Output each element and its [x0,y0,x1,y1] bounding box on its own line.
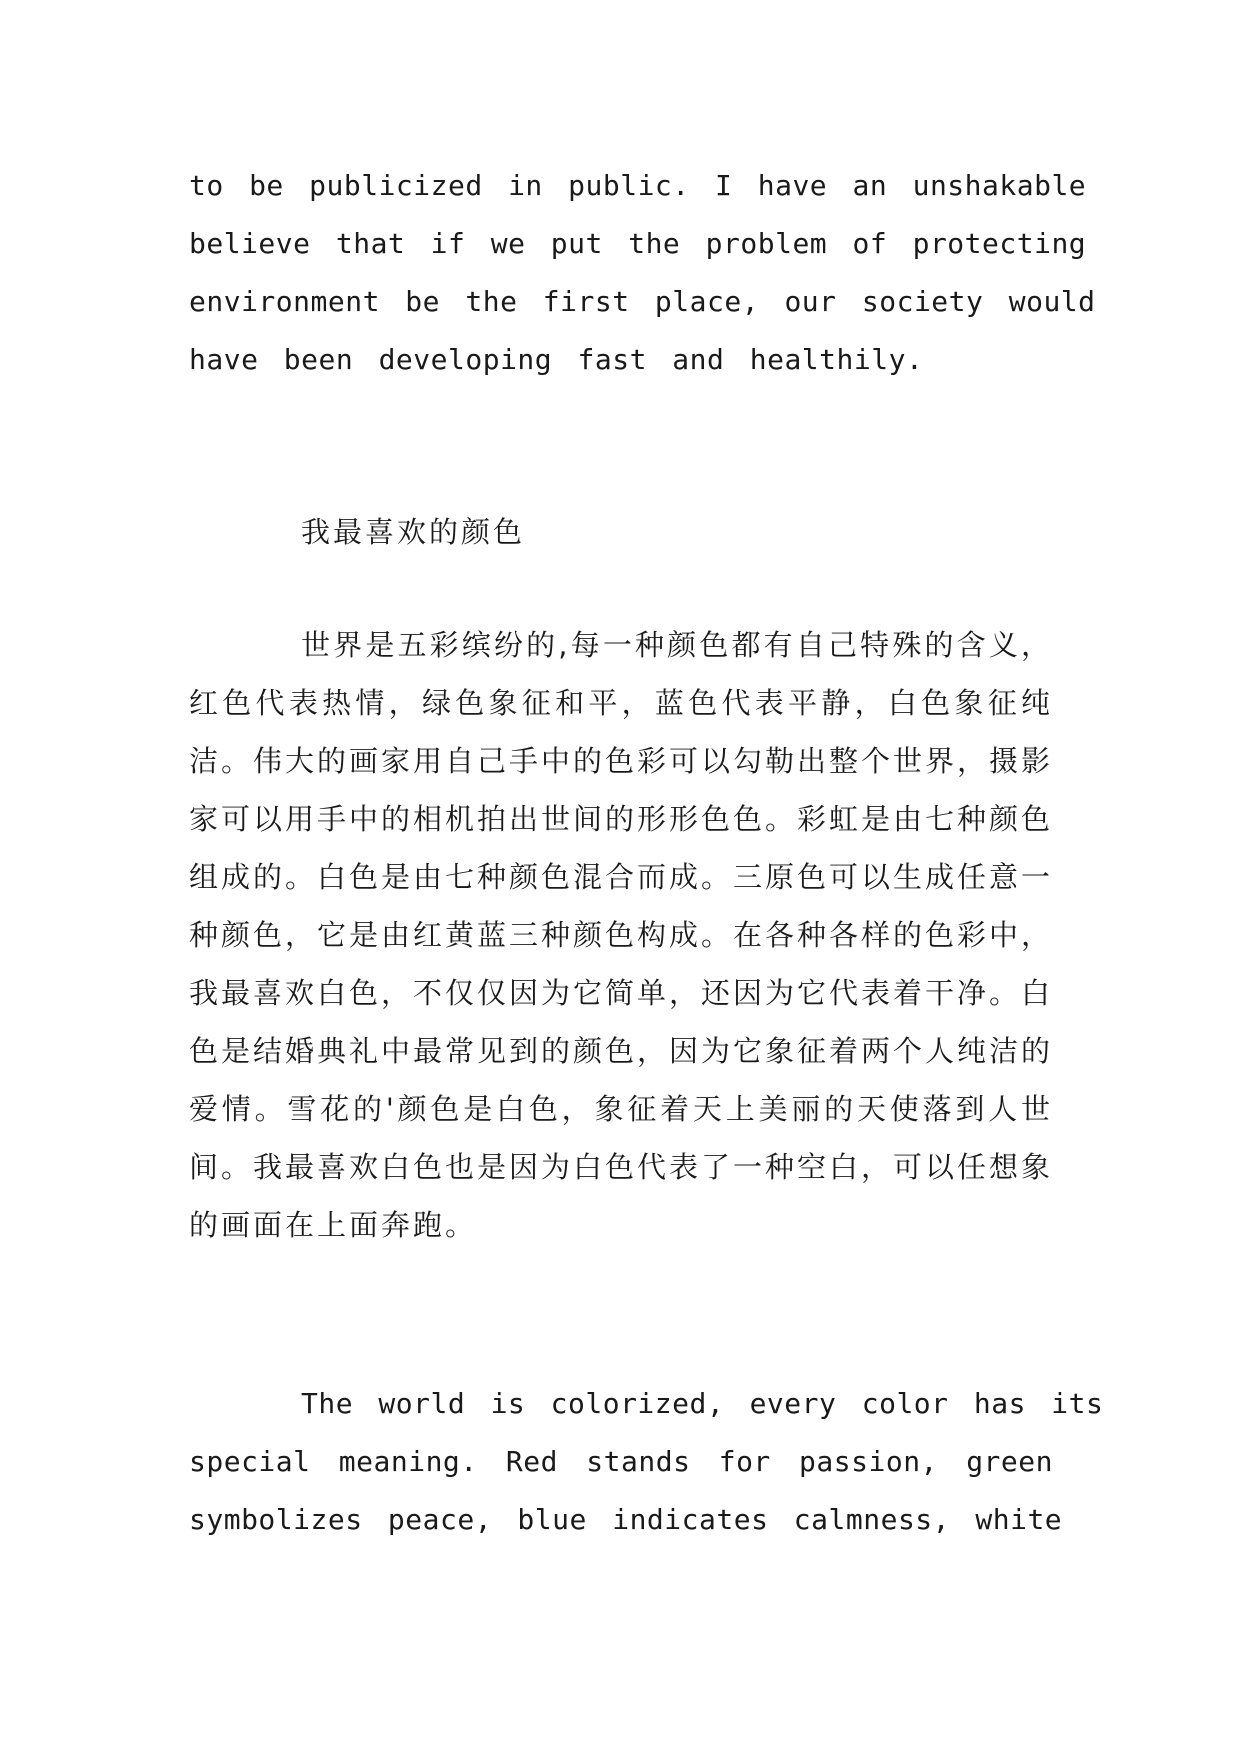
text-line: The world is colorized, every color has its [301,1387,1104,1420]
section-heading: 我最喜欢的颜色 [301,515,526,549]
english-paragraph-1 [189,157,1096,389]
text-line: have been developing fast and healthily. [189,343,924,376]
text-line: to be publicized in public. I have an unshakable [189,169,1087,202]
text-line: symbolizes peace, blue indicates calmness, white [189,1503,1063,1536]
english-paragraph-2 [189,1375,1104,1549]
chinese-paragraph: 世界是五彩缤纷的,每一种颜色都有自己特殊的含义，红色代表热情，绿色象征和平，蓝色代表平静，白色象征纯洁。伟大的画家用自己手中的色彩可以勾勒出整个世界，摄影家可以用手中的相机拍出世间的形形色色。彩虹是由七种颜色组成的。白色是由七种颜色混合而成。三原色可以生成任意一种颜色，它是由红黄蓝三种颜色构成。在各种各样的色彩中，我最喜欢白色，不仅仅因为它简单，还因为它代表着干净。白色是结婚典礼中最常见到的颜色，因为它象征着两个人纯洁的爱情。雪花的'颜色是白色，象征着天上美丽的天使落到人世间。我最喜欢白色也是因为白色代表了一种空白，可以任想象的画面在上面奔跑。 [189,628,1054,1242]
text-line: believe that if we put the problem of protecting [189,227,1087,260]
text-line: special meaning. Red stands for passion, green [189,1445,1053,1478]
text-line: environment be the first place, our society would [189,285,1096,318]
